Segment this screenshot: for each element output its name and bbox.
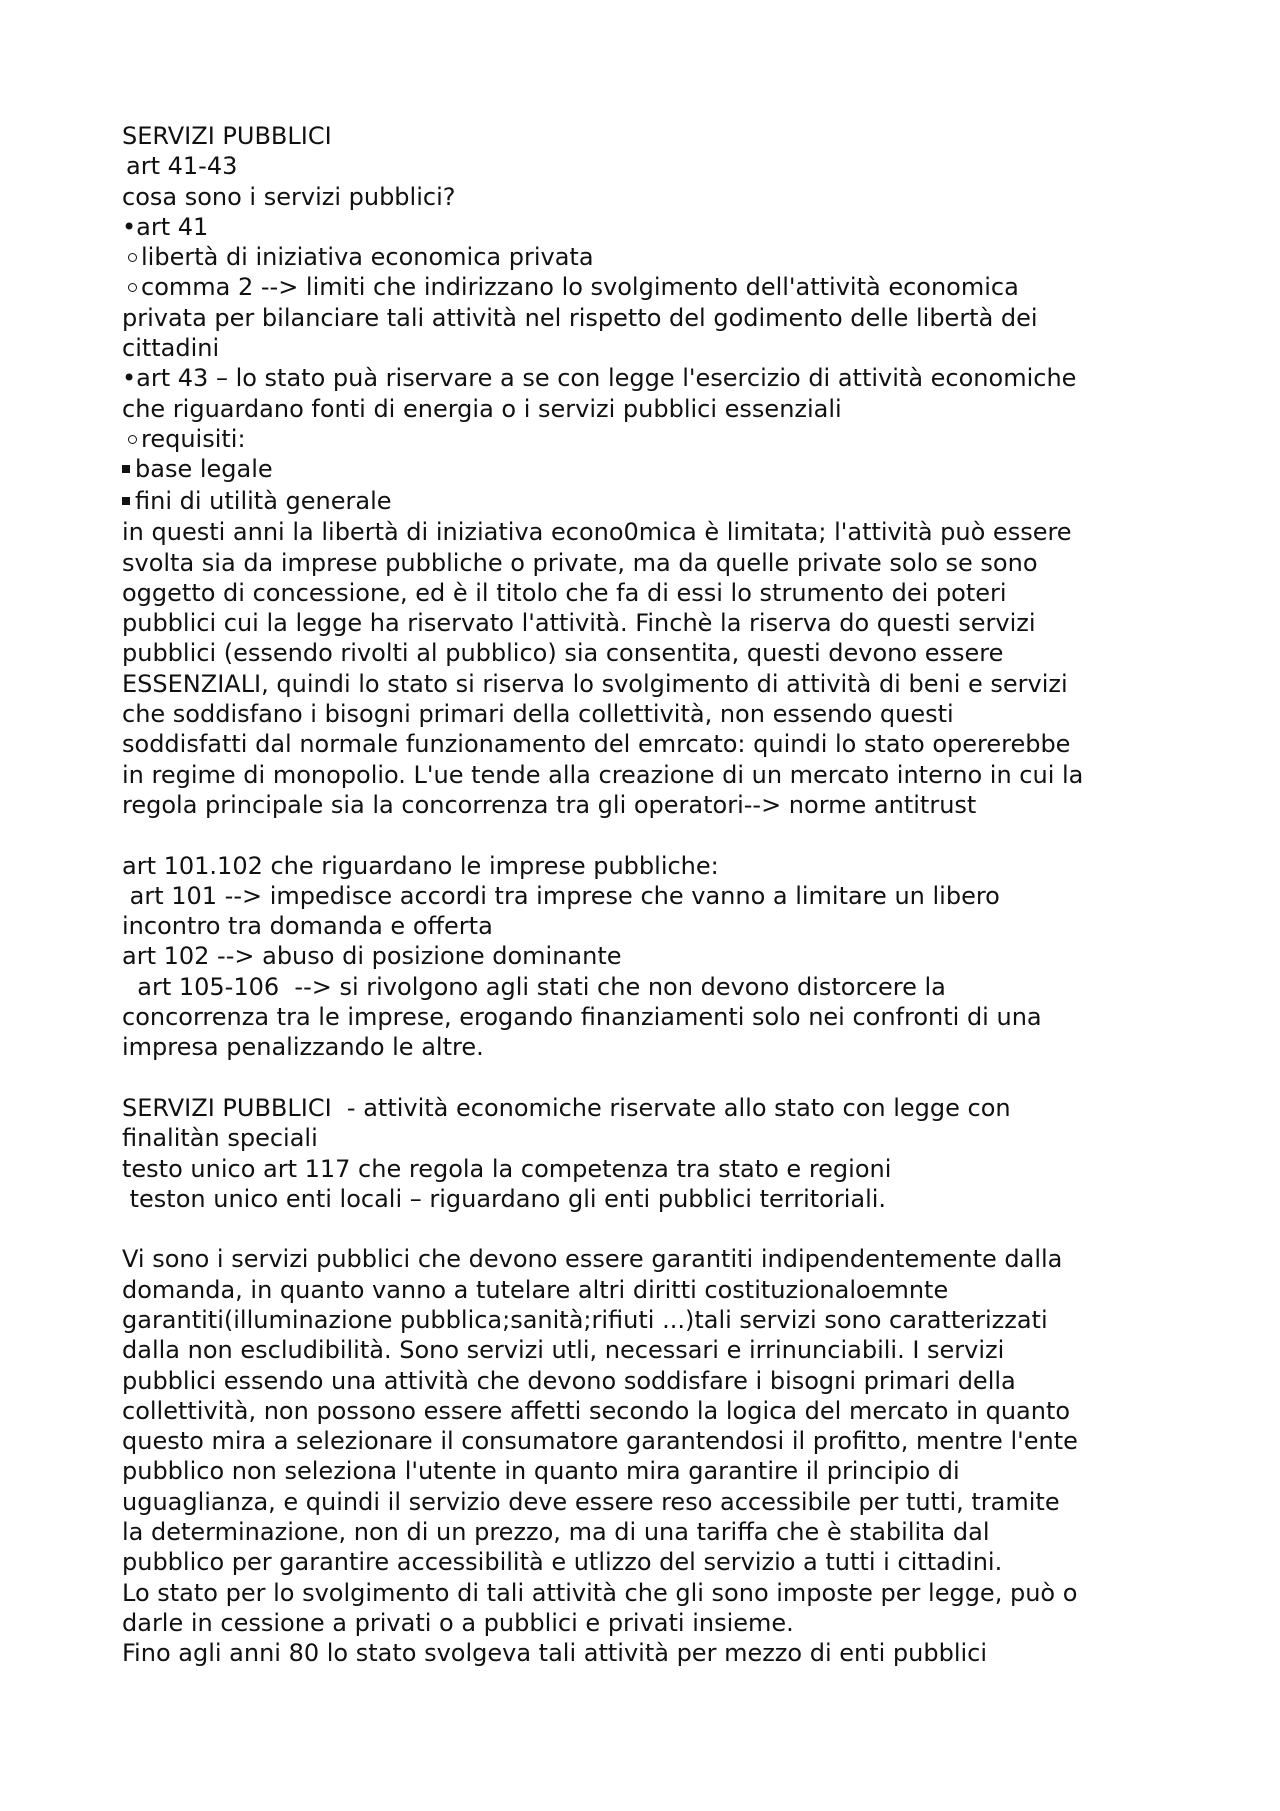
doc-title: SERVIZI PUBBLICI [122,122,332,150]
section3-line3: testo unico art 117 che regola la competenza tra stato e regioni [122,1154,892,1183]
art41-sub2-line2: privata per bilanciare tali attività nel rispetto del godimento delle libertà dei [122,303,1038,332]
paragraph1-line: pubblici (essendo rivolti al pubblico) sia consentita, questi devono essere [122,639,1004,668]
paragraph2-line: domanda, in quanto vanno a tutelare altri diritti costituzionaloemnte [122,1275,949,1304]
paragraph2-line: Lo stato per lo svolgimento di tali attività che gli sono imposte per legge, può o [122,1578,1078,1607]
art41-sub2-line3: cittadini [122,334,220,363]
paragraph2-line: Fino agli anni 80 lo stato svolgeva tali attività per mezzo di enti pubblici [122,1639,988,1668]
paragraph2-line: collettività, non possono essere affetti secondo la logica del mercato in quanto [122,1396,1071,1425]
paragraph2-line: pubblici essendo una attività che devono soddisfare i bisogni primari della [122,1366,1016,1395]
paragraph2-line: questo mira a selezionare il consumatore garantendosi il profitto, mentre l'ente [122,1427,1078,1456]
square-bullet-icon [122,465,130,473]
paragraph1-line: svolta sia da imprese pubbliche o private, ma da quelle private solo se sono [122,548,1038,577]
requirement-1 [122,454,1182,486]
square-bullet-icon [122,497,130,505]
circle-bullet-icon [128,253,137,262]
art105-line2: concorrenza tra le imprese, erogando finanziamenti solo nei confronti di una [122,1003,1042,1032]
blank-line [122,1214,1182,1244]
art41-sub2-text: comma 2 --> limiti che indirizzano lo svolgimento dell'attività economica [141,273,1019,302]
paragraph2-line: garantiti(illuminazione pubblica;sanità;rifiuti ...)tali servizi sono caratterizzati [122,1305,1048,1334]
section3-line1: SERVIZI PUBBLICI - attività economiche riservate allo stato con legge con [122,1093,1011,1122]
paragraph1-line: pubblici cui la legge ha riservato l'attività. Finchè la riserva do questi servizi [122,609,1036,638]
art43-item [122,363,1182,393]
articles-ref: art 41-43 [126,152,238,181]
art43-line1: art 43 – lo stato puà riservare a se con legge l'esercizio di attività economiche [136,364,1077,393]
requirement-2 [122,486,1182,518]
art105-line3: impresa penalizzando le altre. [122,1033,484,1062]
document-page [122,121,1182,1669]
paragraph1-line: oggetto di concessione, ed è il titolo che fa di essi lo strumento dei poteri [122,578,1007,607]
art102-line: art 102 --> abuso di posizione dominante [122,942,622,971]
section3-line4: teston unico enti locali – riguardano gli enti pubblici territoriali. [122,1184,887,1213]
art101-line1: art 101 --> impedisce accordi tra imprese che vanno a limitare un libero [122,881,1000,910]
circle-bullet-icon [128,283,137,292]
paragraph2-line: pubblico per garantire accessibilità e utlizzo del servizio a tutti i cittadini. [122,1548,1003,1577]
paragraph2-line: uguaglianza, e quindi il servizio deve essere reso accessibile per tutti, tramite [122,1487,1060,1516]
art41-label: art 41 [136,212,209,241]
art41-sub1 [122,242,1182,272]
art43-line2: che riguardano fonti di energia o i servizi pubblici essenziali [122,394,842,423]
circle-bullet-icon [128,435,137,444]
paragraph2-line: la determinazione, non di un prezzo, ma di una tariffa che è stabilita dal [122,1518,990,1547]
art41-sub1-text: libertà di iniziativa economica privata [141,243,594,272]
requisiti-item [122,424,1182,454]
paragraph1-line: soddisfatti dal normale funzionamento del emrcato: quindi lo stato opererebbe [122,730,1071,759]
paragraph1-line: che soddisfano i bisogni primari della collettività, non essendo questi [122,700,954,729]
paragraph1-line: regola principale sia la concorrenza tra gli operatori--> norme antitrust [122,790,977,819]
bullet-dot-icon: • [122,212,137,241]
paragraph2-line: Vi sono i servizi pubblici che devono essere garantiti indipendentemente dalla [122,1245,1063,1274]
paragraph2-line: dalla non escludibilità. Sono servizi utli, necessari e irrinunciabili. I servizi [122,1336,1005,1365]
requirement-1-text: base legale [135,455,273,484]
requisiti-label: requisiti: [141,424,246,453]
section3-line2: finalitàn speciali [122,1124,318,1153]
paragraph2-line: darle in cessione a privati o a pubblici e privati insieme. [122,1608,794,1637]
blank-line [122,1063,1182,1093]
question: cosa sono i servizi pubblici? [122,182,456,211]
bullet-dot-icon: • [122,364,137,393]
paragraph1-line: ESSENZIALI, quindi lo stato si riserva lo svolgimento di attività di beni e servizi [122,669,1068,698]
art101-line2: incontro tra domanda e offerta [122,912,493,941]
paragraph2-line: pubblico non seleziona l'utente in quanto mira garantire il principio di [122,1457,960,1486]
requirement-2-text: fini di utilità generale [135,486,392,515]
art41-sub2 [122,272,1182,302]
paragraph1-line: in questi anni la libertà di iniziativa econo0mica è limitata; l'attività può essere [122,518,1072,547]
paragraph1-line: in regime di monopolio. L'ue tende alla creazione di un mercato interno in cui la [122,760,1084,789]
section2-heading: art 101.102 che riguardano le imprese pubbliche: [122,851,719,880]
art105-line1: art 105-106 --> si rivolgono agli stati che non devono distorcere la [122,972,946,1001]
art41-item [122,212,1182,242]
blank-line [122,820,1182,850]
